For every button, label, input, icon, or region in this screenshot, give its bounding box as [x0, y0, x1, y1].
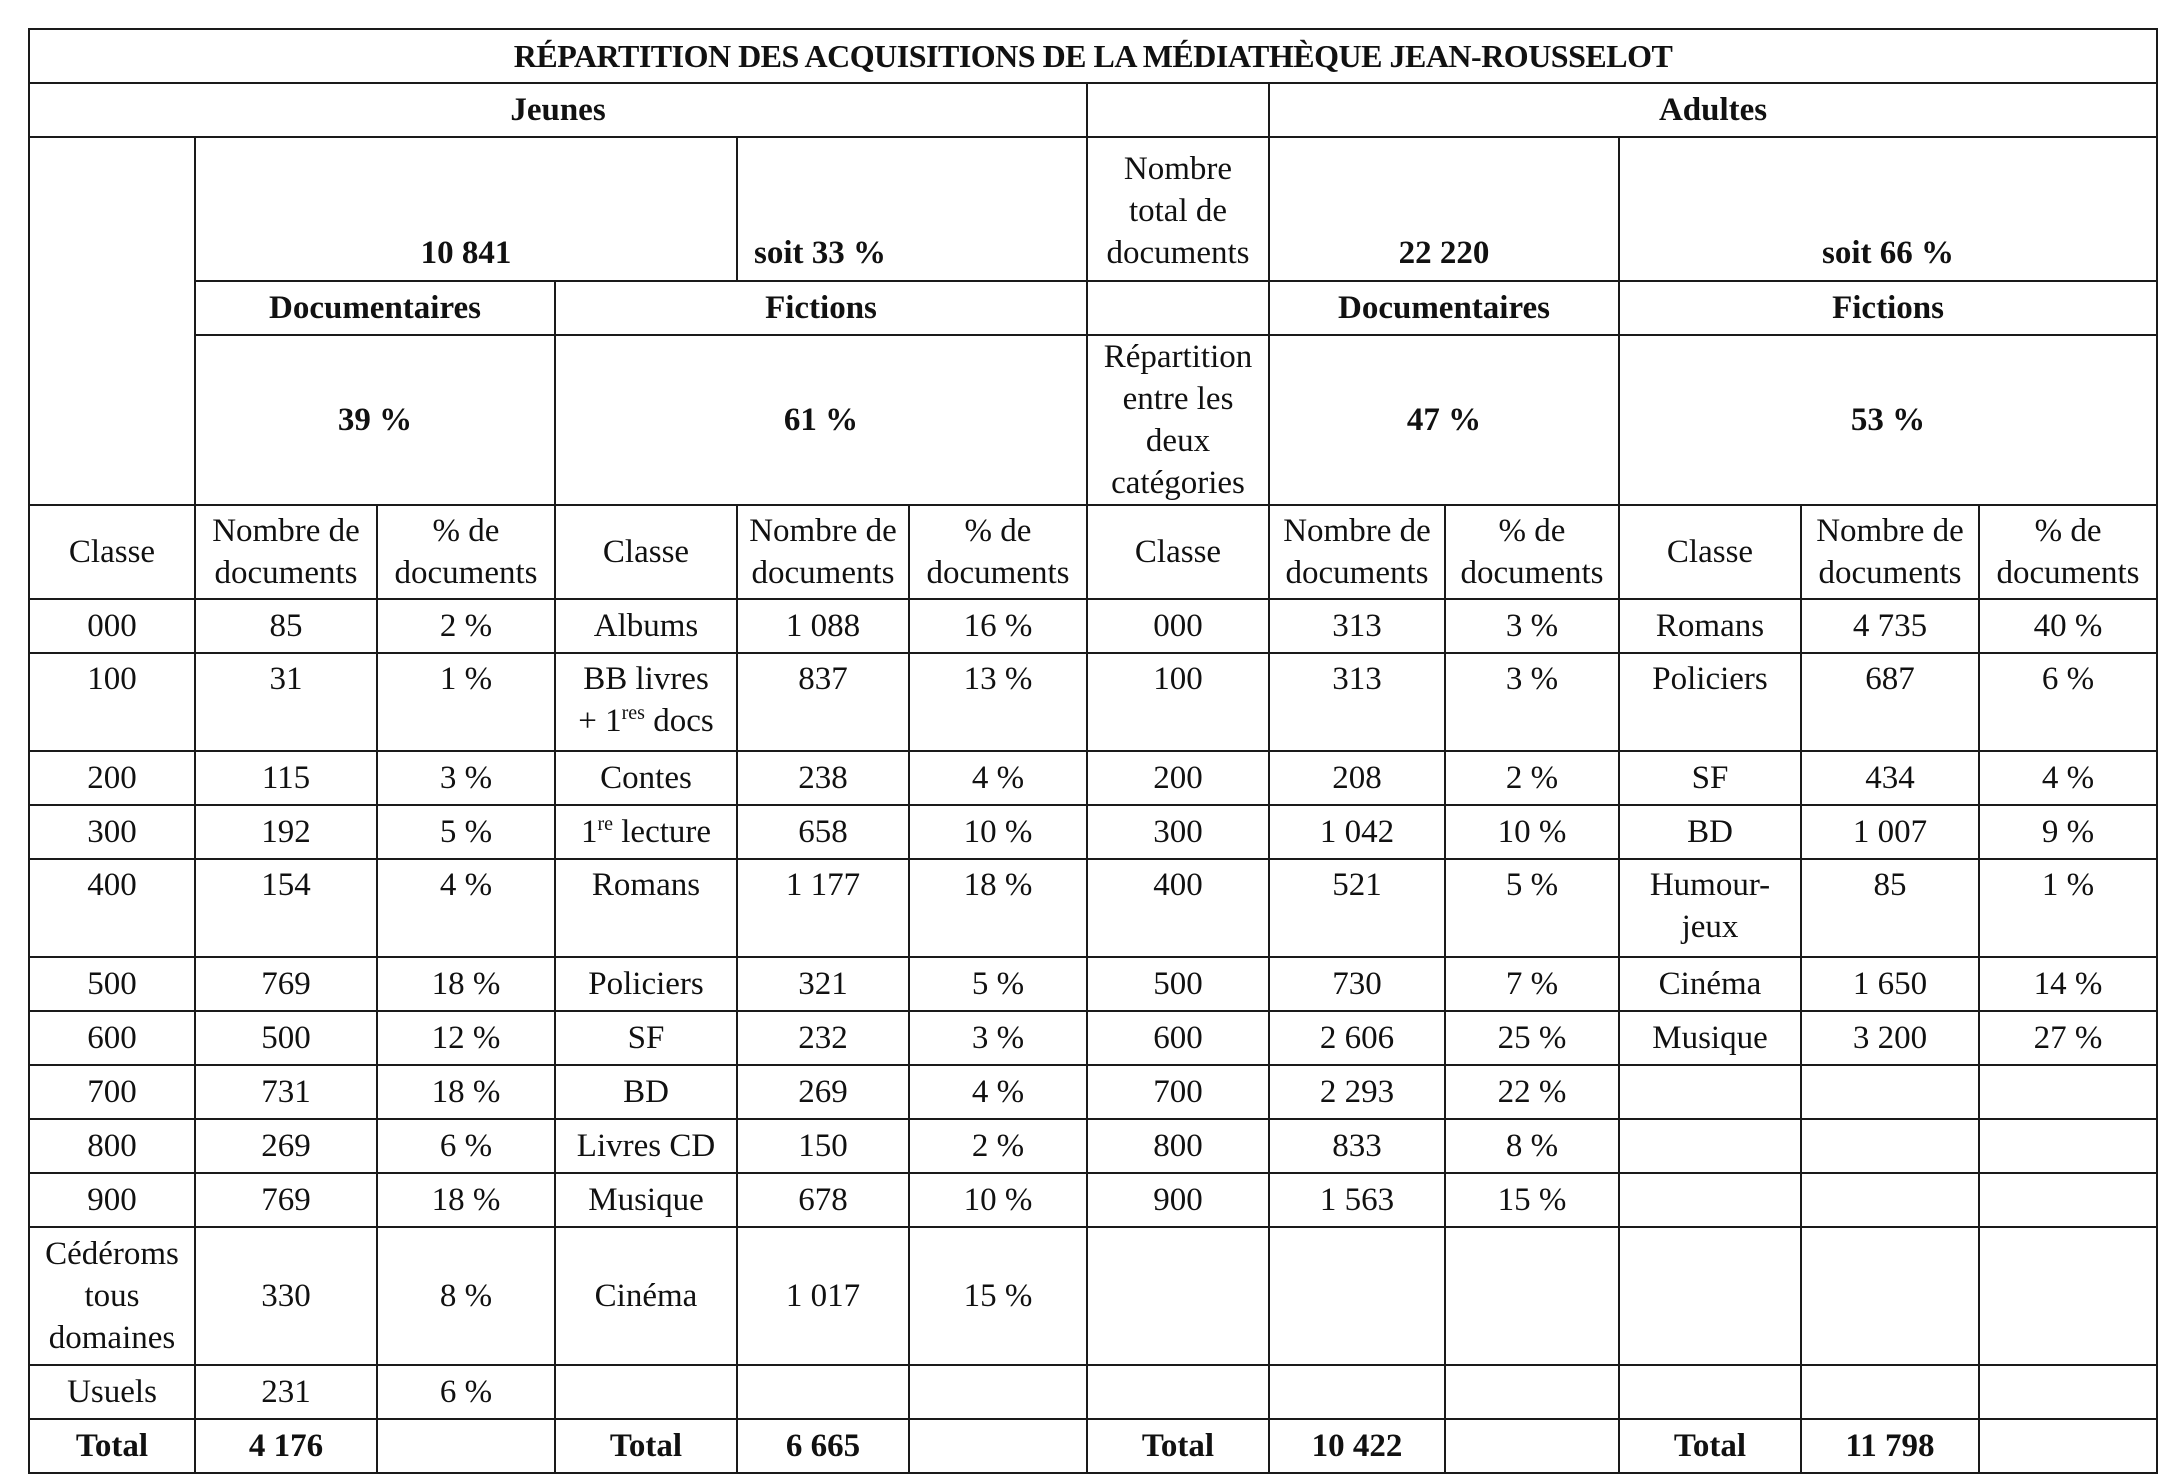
total-row — [29, 1419, 2157, 1473]
cell — [1801, 1227, 1979, 1365]
cell: 731 — [195, 1065, 377, 1119]
cell — [1619, 1227, 1801, 1365]
adultes-fictions-header: Fictions — [1619, 281, 2157, 335]
cell: 769 — [195, 957, 377, 1011]
adultes-total: 22 220 — [1269, 137, 1619, 281]
acquisitions-table — [28, 28, 2158, 1474]
total-label: Total — [555, 1419, 737, 1473]
cell — [909, 1419, 1087, 1473]
cell: 115 — [195, 751, 377, 805]
col-header-nombre: Nombre de documents — [1801, 505, 1979, 599]
cell: 8 % — [377, 1227, 555, 1365]
cell: Musique — [555, 1173, 737, 1227]
cell — [1979, 1365, 2157, 1419]
cell: 18 % — [377, 957, 555, 1011]
cell: Cinéma — [555, 1227, 737, 1365]
col-header-nombre: Nombre de documents — [1269, 505, 1445, 599]
col-header-classe: Classe — [1619, 505, 1801, 599]
col-header-nombre: Nombre de documents — [195, 505, 377, 599]
cell: 000 — [29, 599, 195, 653]
cell: 40 % — [1979, 599, 2157, 653]
cell: 300 — [1087, 805, 1269, 859]
cell — [737, 1365, 909, 1419]
cell: 15 % — [909, 1227, 1087, 1365]
col-header-classe: Classe — [555, 505, 737, 599]
cell: 600 — [1087, 1011, 1269, 1065]
cell — [1445, 1419, 1619, 1473]
cell: 200 — [1087, 751, 1269, 805]
cell: 521 — [1269, 859, 1445, 957]
cell: 700 — [1087, 1065, 1269, 1119]
table-row — [29, 653, 2157, 751]
cell: Humour-jeux — [1619, 859, 1801, 957]
jeunes-fictions-header: Fictions — [555, 281, 1087, 335]
cell: Livres CD — [555, 1119, 737, 1173]
cell: 687 — [1801, 653, 1979, 751]
cell: 200 — [29, 751, 195, 805]
cell — [1269, 1227, 1445, 1365]
section-divider-cell — [1087, 83, 1269, 137]
cell: 100 — [29, 653, 195, 751]
cell — [1979, 1419, 2157, 1473]
cell: 269 — [737, 1065, 909, 1119]
category-divider-cell — [1087, 281, 1269, 335]
table-row — [29, 1119, 2157, 1173]
cell: 18 % — [377, 1173, 555, 1227]
cell: 208 — [1269, 751, 1445, 805]
cell: 900 — [1087, 1173, 1269, 1227]
cell: 154 — [195, 859, 377, 957]
adultes-documentaires-header: Documentaires — [1269, 281, 1619, 335]
cell: 313 — [1269, 653, 1445, 751]
cell: 10 % — [1445, 805, 1619, 859]
cell: Romans — [555, 859, 737, 957]
cell: 8 % — [1445, 1119, 1619, 1173]
cell: 3 % — [909, 1011, 1087, 1065]
cell: 6 % — [377, 1365, 555, 1419]
cell: 231 — [195, 1365, 377, 1419]
cell: 700 — [29, 1065, 195, 1119]
cell: 330 — [195, 1227, 377, 1365]
cell: SF — [1619, 751, 1801, 805]
cell: Contes — [555, 751, 737, 805]
cell: 500 — [29, 957, 195, 1011]
total-adultes-documentaires: 10 422 — [1269, 1419, 1445, 1473]
col-header-pct: % de documents — [1979, 505, 2157, 599]
cell: 4 % — [1979, 751, 2157, 805]
table-row — [29, 1065, 2157, 1119]
table-container — [28, 28, 2156, 1474]
cell: 1 017 — [737, 1227, 909, 1365]
cell: 150 — [737, 1119, 909, 1173]
table-row — [29, 805, 2157, 859]
cell: BB livres + 1res docs — [555, 653, 737, 751]
cell: 900 — [29, 1173, 195, 1227]
table-row — [29, 859, 2157, 957]
col-header-pct: % de documents — [1445, 505, 1619, 599]
cell: SF — [555, 1011, 737, 1065]
cell: 27 % — [1979, 1011, 2157, 1065]
cell: Policiers — [555, 957, 737, 1011]
cell: Usuels — [29, 1365, 195, 1419]
cell — [1801, 1119, 1979, 1173]
cell: 300 — [29, 805, 195, 859]
col-header-pct: % de documents — [377, 505, 555, 599]
jeunes-documentaires-header: Documentaires — [195, 281, 555, 335]
cell: 7 % — [1445, 957, 1619, 1011]
cell: 269 — [195, 1119, 377, 1173]
cell: 1 % — [377, 653, 555, 751]
cell: BD — [1619, 805, 1801, 859]
jeunes-fictions-pct: 61 % — [555, 335, 1087, 505]
cell: 3 % — [1445, 599, 1619, 653]
table-row — [29, 1365, 2157, 1419]
cell: 1 007 — [1801, 805, 1979, 859]
cell: Musique — [1619, 1011, 1801, 1065]
cell: 1 563 — [1269, 1173, 1445, 1227]
repartition-label: Répartition entre les deux catégories — [1087, 335, 1269, 505]
cell: 13 % — [909, 653, 1087, 751]
cell — [377, 1419, 555, 1473]
cell: BD — [555, 1065, 737, 1119]
cell: 434 — [1801, 751, 1979, 805]
cell — [1979, 1119, 2157, 1173]
cell — [1269, 1365, 1445, 1419]
cell — [1619, 1365, 1801, 1419]
cell: 321 — [737, 957, 909, 1011]
total-adultes-fictions: 11 798 — [1801, 1419, 1979, 1473]
total-jeunes-documentaires: 4 176 — [195, 1419, 377, 1473]
cell: 1re lecture — [555, 805, 737, 859]
col-header-classe: Classe — [1087, 505, 1269, 599]
cell: 18 % — [377, 1065, 555, 1119]
cell: 31 — [195, 653, 377, 751]
cell — [555, 1365, 737, 1419]
cell: 837 — [737, 653, 909, 751]
cell: 100 — [1087, 653, 1269, 751]
cell: 1 177 — [737, 859, 909, 957]
cell: 1 042 — [1269, 805, 1445, 859]
col-header-classe: Classe — [29, 505, 195, 599]
cell: 833 — [1269, 1119, 1445, 1173]
table-title: RÉPARTITION DES ACQUISITIONS DE LA MÉDIATHÈQUE JEAN-ROUSSELOT — [29, 29, 2157, 83]
cell: 3 % — [1445, 653, 1619, 751]
cell: 2 % — [909, 1119, 1087, 1173]
cell: 85 — [195, 599, 377, 653]
jeunes-documentaires-pct: 39 % — [195, 335, 555, 505]
cell: 12 % — [377, 1011, 555, 1065]
table-row — [29, 957, 2157, 1011]
cell: 2 % — [1445, 751, 1619, 805]
cell — [1801, 1365, 1979, 1419]
cell: 3 % — [377, 751, 555, 805]
cell: 730 — [1269, 957, 1445, 1011]
cell: 800 — [1087, 1119, 1269, 1173]
cell: 2 293 — [1269, 1065, 1445, 1119]
cell: 4 735 — [1801, 599, 1979, 653]
blank-corner — [29, 137, 195, 505]
cell: Albums — [555, 599, 737, 653]
cell: 9 % — [1979, 805, 2157, 859]
cell — [1619, 1173, 1801, 1227]
cell: 400 — [29, 859, 195, 957]
cell: Cinéma — [1619, 957, 1801, 1011]
cell: 85 — [1801, 859, 1979, 957]
cell — [1619, 1119, 1801, 1173]
cell: 5 % — [377, 805, 555, 859]
cell — [1445, 1227, 1619, 1365]
section-adultes: Adultes — [1269, 83, 2157, 137]
cell: 4 % — [377, 859, 555, 957]
total-jeunes-fictions: 6 665 — [737, 1419, 909, 1473]
cell: Romans — [1619, 599, 1801, 653]
cell: 1 088 — [737, 599, 909, 653]
cell: 16 % — [909, 599, 1087, 653]
cell: 6 % — [1979, 653, 2157, 751]
cell: 400 — [1087, 859, 1269, 957]
table-row — [29, 1173, 2157, 1227]
cell: Policiers — [1619, 653, 1801, 751]
cell — [1979, 1065, 2157, 1119]
col-header-nombre: Nombre de documents — [737, 505, 909, 599]
cell: 1 % — [1979, 859, 2157, 957]
cell: 658 — [737, 805, 909, 859]
cell: 18 % — [909, 859, 1087, 957]
cell: Cédéroms tous domaines — [29, 1227, 195, 1365]
cell: 4 % — [909, 751, 1087, 805]
cell: 678 — [737, 1173, 909, 1227]
cell: 2 % — [377, 599, 555, 653]
adultes-documentaires-pct: 47 % — [1269, 335, 1619, 505]
cell: 500 — [1087, 957, 1269, 1011]
cell: 600 — [29, 1011, 195, 1065]
total-label: Total — [29, 1419, 195, 1473]
cell: 3 200 — [1801, 1011, 1979, 1065]
cell: 22 % — [1445, 1065, 1619, 1119]
cell: 238 — [737, 751, 909, 805]
cell: 192 — [195, 805, 377, 859]
cell: 5 % — [1445, 859, 1619, 957]
jeunes-total: 10 841 — [195, 137, 737, 281]
cell: 769 — [195, 1173, 377, 1227]
cell: 800 — [29, 1119, 195, 1173]
cell — [909, 1365, 1087, 1419]
cell — [1801, 1173, 1979, 1227]
total-label: Nombre total de documents — [1087, 137, 1269, 281]
table-row — [29, 599, 2157, 653]
table-row — [29, 751, 2157, 805]
col-header-pct: % de documents — [909, 505, 1087, 599]
cell: 6 % — [377, 1119, 555, 1173]
adultes-share: soit 66 % — [1619, 137, 2157, 281]
cell: 500 — [195, 1011, 377, 1065]
table-row — [29, 1227, 2157, 1365]
cell: 2 606 — [1269, 1011, 1445, 1065]
jeunes-share: soit 33 % — [737, 137, 1087, 281]
cell — [1979, 1227, 2157, 1365]
cell: 25 % — [1445, 1011, 1619, 1065]
cell: 232 — [737, 1011, 909, 1065]
cell: 313 — [1269, 599, 1445, 653]
table-row — [29, 1011, 2157, 1065]
cell: 15 % — [1445, 1173, 1619, 1227]
section-jeunes: Jeunes — [29, 83, 1087, 137]
cell: 10 % — [909, 1173, 1087, 1227]
total-label: Total — [1087, 1419, 1269, 1473]
cell: 5 % — [909, 957, 1087, 1011]
cell: 1 650 — [1801, 957, 1979, 1011]
total-label: Total — [1619, 1419, 1801, 1473]
adultes-fictions-pct: 53 % — [1619, 335, 2157, 505]
cell: 10 % — [909, 805, 1087, 859]
cell: 4 % — [909, 1065, 1087, 1119]
cell: 14 % — [1979, 957, 2157, 1011]
cell: 000 — [1087, 599, 1269, 653]
cell — [1619, 1065, 1801, 1119]
cell — [1801, 1065, 1979, 1119]
cell — [1087, 1365, 1269, 1419]
cell — [1087, 1227, 1269, 1365]
cell — [1979, 1173, 2157, 1227]
cell — [1445, 1365, 1619, 1419]
